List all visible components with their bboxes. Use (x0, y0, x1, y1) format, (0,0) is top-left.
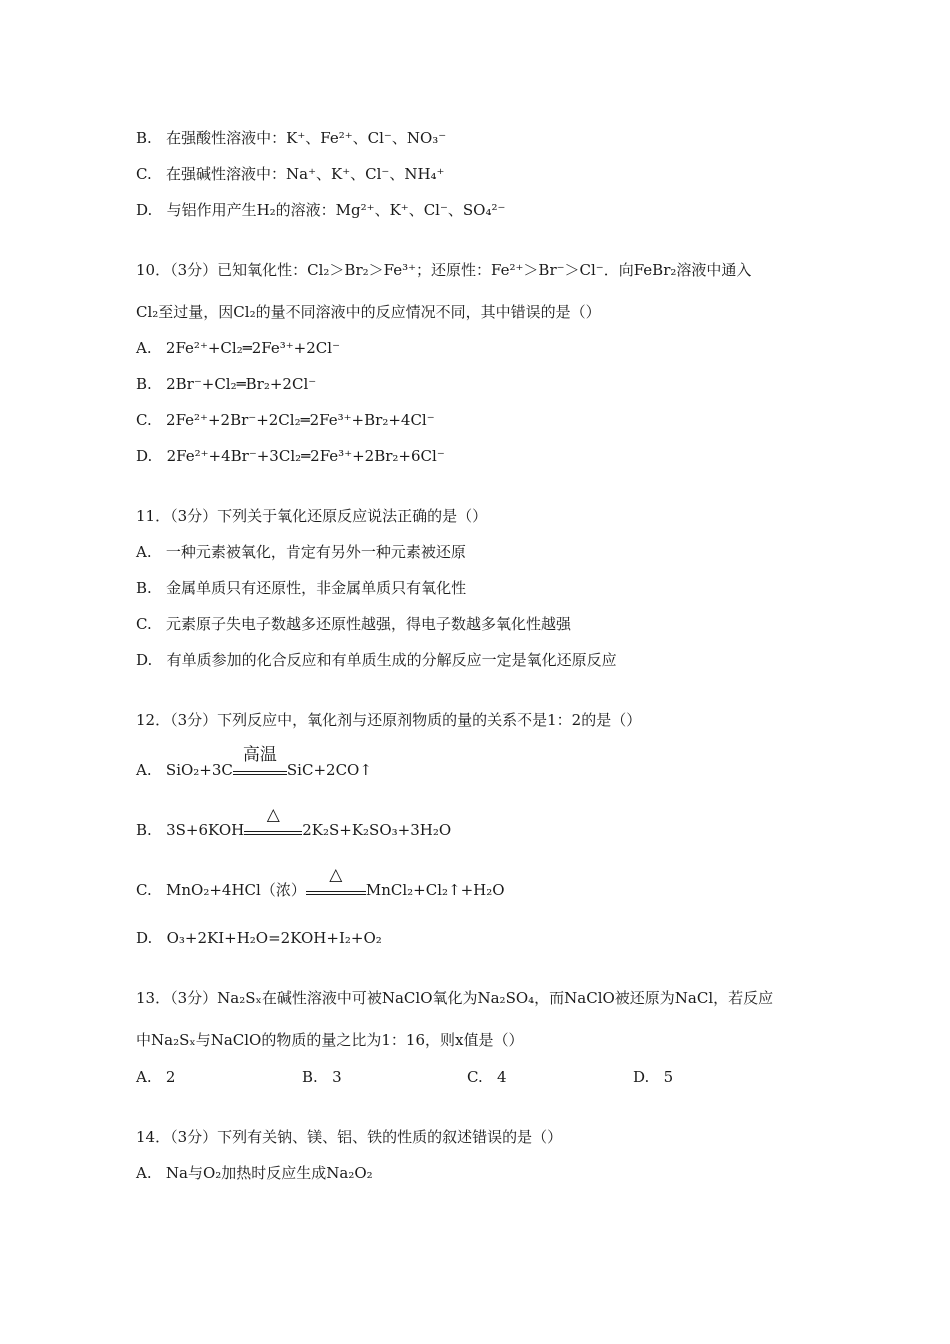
q10-option-a (136, 338, 340, 358)
q11-option-a (136, 542, 466, 562)
q10-option-a-text: 2Fe²⁺+Cl₂═2Fe³⁺+2Cl⁻ (165, 339, 340, 357)
q11-stem: 11．（3分）下列关于氧化还原反应说法正确的是（） (136, 507, 488, 525)
q13-option-d-label: D. (633, 1068, 650, 1086)
q12-option-a-right: SiC+2CO↑ (286, 761, 372, 779)
q9-option-d-label: D. (136, 201, 153, 219)
q12-option-a-left: SiO₂+3C (165, 761, 233, 779)
q13-stem-line1: 13．（3分）Na₂Sₓ在碱性溶液中可被NaClO氧化为Na₂SO₄，而NaClO被还原为NaCl，若反应 (136, 989, 774, 1007)
q11-option-a-text: 一种元素被氧化，肯定有另外一种元素被还原 (165, 543, 466, 561)
q9-option-d-text: 与铝作用产生H₂的溶液：Mg²⁺、K⁺、Cl⁻、SO₄²⁻ (166, 201, 506, 219)
reaction-condition-equals (244, 805, 302, 835)
q12-stem: 12．（3分）下列反应中，氧化剂与还原剂物质的量的关系不是1：2的是（） (136, 711, 642, 729)
q12-option-d-text: O₃+2KI+H₂O=2KOH+I₂+O₂ (166, 929, 382, 947)
q14-option-a-label: A. (136, 1164, 152, 1182)
q12-option-c-left: MnO₂+4HCl（浓） (166, 881, 306, 899)
q12-option-c-right: MnCl₂+Cl₂↑+H₂O (365, 881, 505, 899)
q9-option-c (136, 164, 444, 184)
q10-option-c-text: 2Fe²⁺+2Br⁻+2Cl₂═2Fe³⁺+Br₂+4Cl⁻ (166, 411, 435, 429)
q13-option-d-text: 5 (663, 1068, 674, 1086)
q10-option-b (136, 374, 316, 394)
q11-option-b (136, 578, 466, 598)
q11-option-d-text: 有单质参加的化合反应和有单质生成的分解反应一定是氧化还原反应 (166, 651, 617, 669)
q13-option-c-label: C. (467, 1068, 483, 1086)
q11-option-c-label: C. (136, 615, 152, 633)
q12-option-b-left: 3S+6KOH (166, 821, 245, 839)
q12-option-c (136, 865, 505, 900)
q13-option-d (633, 1067, 673, 1087)
q9-option-b (136, 128, 446, 148)
reaction-condition-equals (233, 745, 287, 775)
q12-option-d-label: D. (136, 929, 153, 947)
q14-option-a (136, 1163, 373, 1183)
q13-option-c (467, 1067, 507, 1087)
q13-stem-line2: 中Na₂Sₓ与NaClO的物质的量之比为1：16，则x值是（） (136, 1031, 524, 1049)
q10-stem-line1: 10．（3分）已知氧化性：Cl₂＞Br₂＞Fe³⁺；还原性：Fe²⁺＞Br⁻＞Cl⁻．向FeBr₂溶液中通入 (136, 261, 752, 279)
q13-option-a (136, 1067, 175, 1087)
reaction-condition-equals (306, 865, 366, 895)
q10-option-d-label: D. (136, 447, 153, 465)
q13-option-a-text: 2 (165, 1068, 176, 1086)
q9-option-b-text: 在强酸性溶液中：K⁺、Fe²⁺、Cl⁻、NO₃⁻ (166, 129, 447, 147)
q11-option-b-label: B. (136, 579, 152, 597)
q10-option-a-label: A. (136, 339, 152, 357)
q12-option-c-label: C. (136, 881, 152, 899)
q11-option-d-label: D. (136, 651, 153, 669)
q13-option-b (302, 1067, 342, 1087)
q11-option-c (136, 614, 571, 634)
q9-option-b-label: B. (136, 129, 152, 147)
q12-option-a-condition: 高温 (242, 745, 277, 765)
q12-option-b (136, 805, 452, 840)
q10-option-b-label: B. (136, 375, 152, 393)
q14-option-a-text: Na与O₂加热时反应生成Na₂O₂ (165, 1164, 373, 1182)
q14-stem: 14．（3分）下列有关钠、镁、铝、铁的性质的叙述错误的是（） (136, 1128, 563, 1146)
q13-option-b-label: B. (302, 1068, 318, 1086)
q11-option-c-text: 元素原子失电子数越多还原性越强，得电子数越多氧化性越强 (166, 615, 572, 633)
q11-option-a-label: A. (136, 543, 152, 561)
q13-option-a-label: A. (136, 1068, 152, 1086)
q9-option-c-text: 在强碱性溶液中：Na⁺、K⁺、Cl⁻、NH₄⁺ (166, 165, 445, 183)
q10-option-d (136, 446, 445, 466)
q12-option-b-condition: △ (266, 805, 280, 825)
q9-option-d (136, 200, 505, 220)
q13-option-c-text: 4 (497, 1068, 507, 1086)
q11-option-d (136, 650, 617, 670)
q12-option-c-condition: △ (329, 865, 343, 885)
q10-option-d-text: 2Fe²⁺+4Br⁻+3Cl₂═2Fe³⁺+2Br₂+6Cl⁻ (166, 447, 445, 465)
q12-option-d (136, 928, 382, 948)
q10-stem-line2: Cl₂至过量，因Cl₂的量不同溶液中的反应情况不同，其中错误的是（） (136, 303, 601, 321)
q10-option-c (136, 410, 435, 430)
q12-option-a-label: A. (136, 761, 152, 779)
q10-option-c-label: C. (136, 411, 152, 429)
q9-option-c-label: C. (136, 165, 152, 183)
q12-option-b-right: 2K₂S+K₂SO₃+3H₂O (302, 821, 452, 839)
q13-option-b-text: 3 (332, 1068, 342, 1086)
q12-option-a (136, 745, 372, 780)
q12-option-b-label: B. (136, 821, 152, 839)
q11-option-b-text: 金属单质只有还原性，非金属单质只有氧化性 (166, 579, 467, 597)
q10-option-b-text: 2Br⁻+Cl₂═Br₂+2Cl⁻ (166, 375, 317, 393)
